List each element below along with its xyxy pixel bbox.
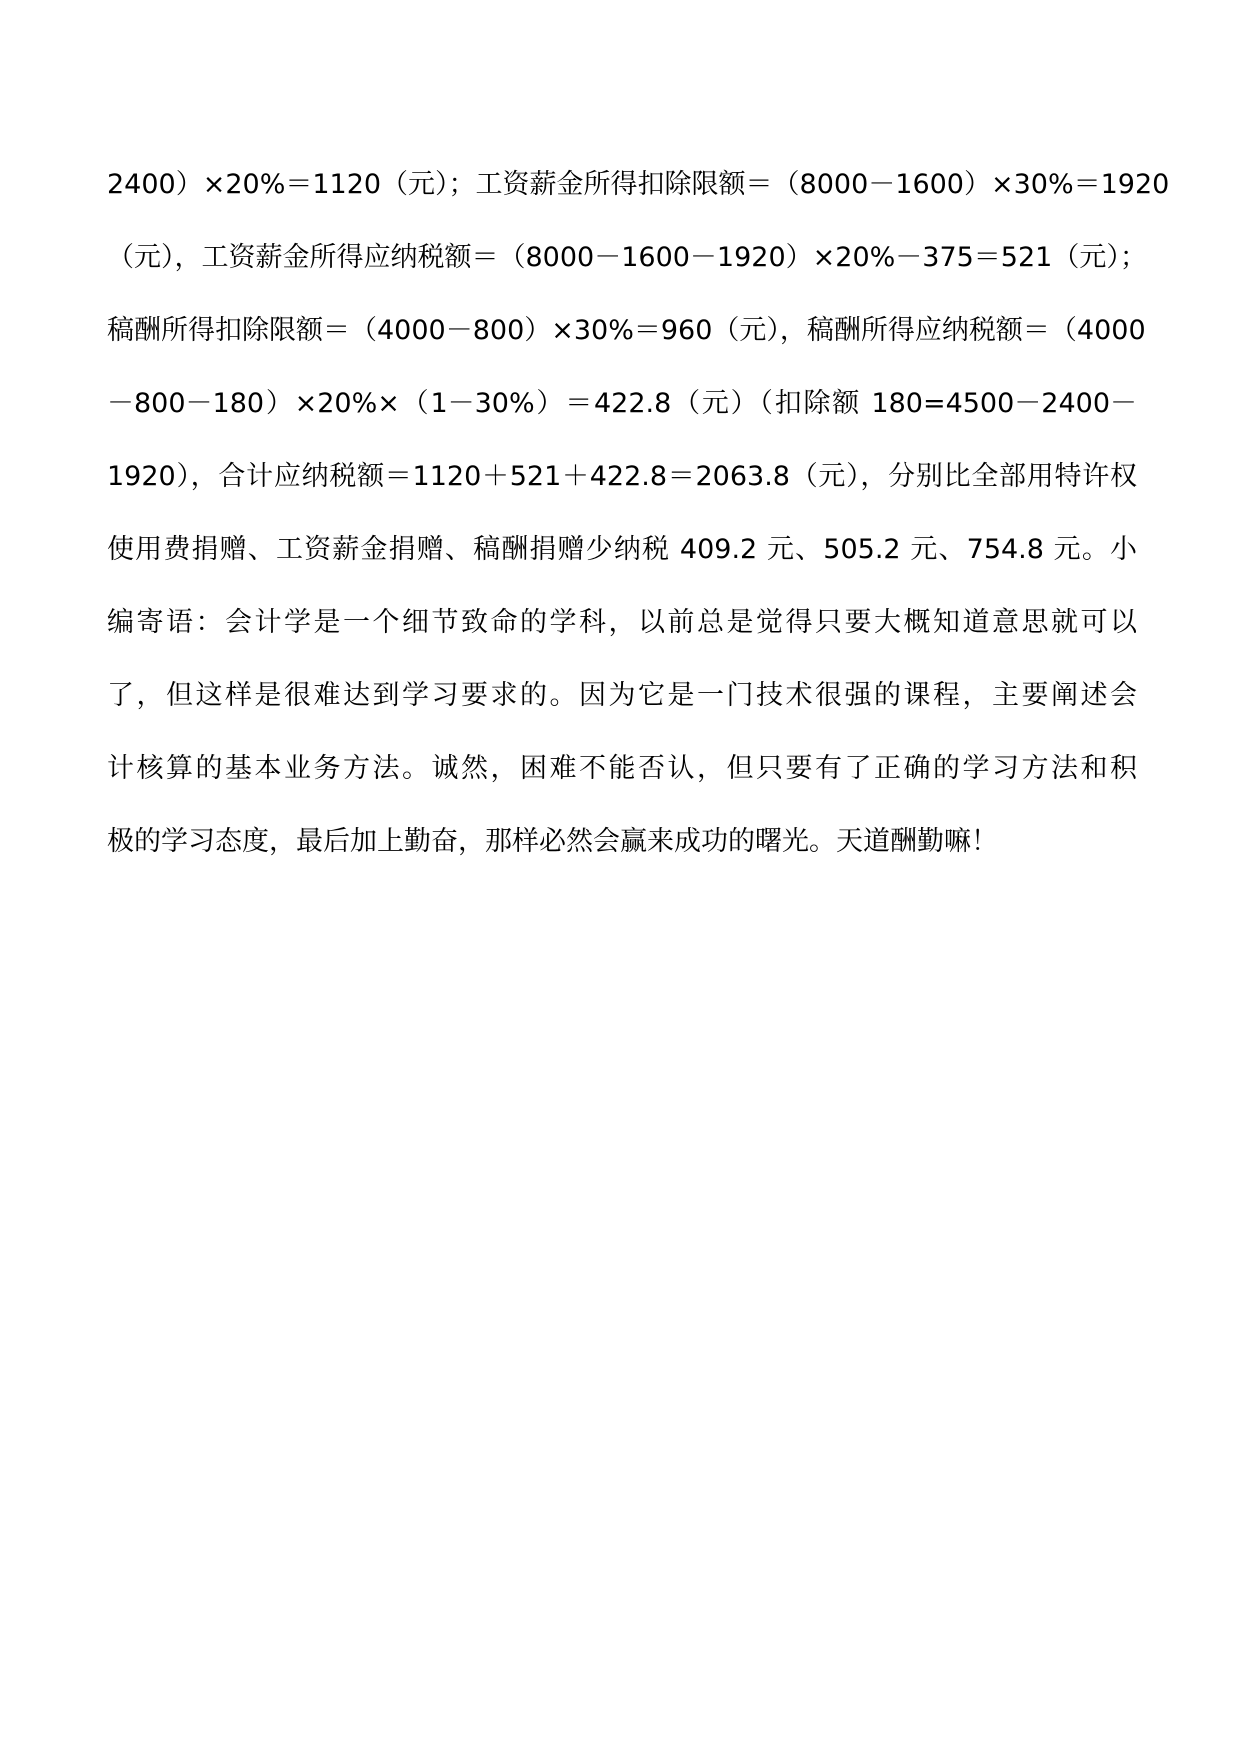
text-line-10: 极的学习态度，最后加上勤奋，那样必然会赢来成功的曙光。天道酬勤嘛！ — [107, 826, 998, 857]
text-line-8: 了，但这样是很难达到学习要求的。因为它是一门技术很强的课程，主要阐述会 — [107, 680, 1137, 711]
text-line-5: 1920），合计应纳税额＝1120＋521＋422.8＝2063.8（元），分别比全部用特许权 — [107, 461, 1137, 492]
text-line-2: （元），工资薪金所得应纳税额＝（8000－1600－1920）×20%－375＝521（元）； — [107, 242, 1147, 273]
text-line-6: 使用费捐赠、工资薪金捐赠、稿酬捐赠少纳税 409.2 元、505.2 元、754.8 元。小 — [107, 534, 1137, 565]
text-line-3: 稿酬所得扣除限额＝（4000－800）×30%＝960（元），稿酬所得应纳税额＝（4000 — [107, 315, 1146, 346]
text-line-7: 编寄语：会计学是一个细节致命的学科，以前总是觉得只要大概知道意思就可以 — [107, 607, 1137, 638]
text-line-9: 计核算的基本业务方法。诚然，困难不能否认，但只要有了正确的学习方法和积 — [107, 753, 1137, 784]
text-line-4: －800－180）×20%×（1－30%）＝422.8（元）（扣除额 180=4500－2400－ — [107, 388, 1137, 419]
text-line-1: 2400）×20%＝1120（元）；工资薪金所得扣除限额＝（8000－1600）×30%＝1920 — [107, 169, 1170, 200]
